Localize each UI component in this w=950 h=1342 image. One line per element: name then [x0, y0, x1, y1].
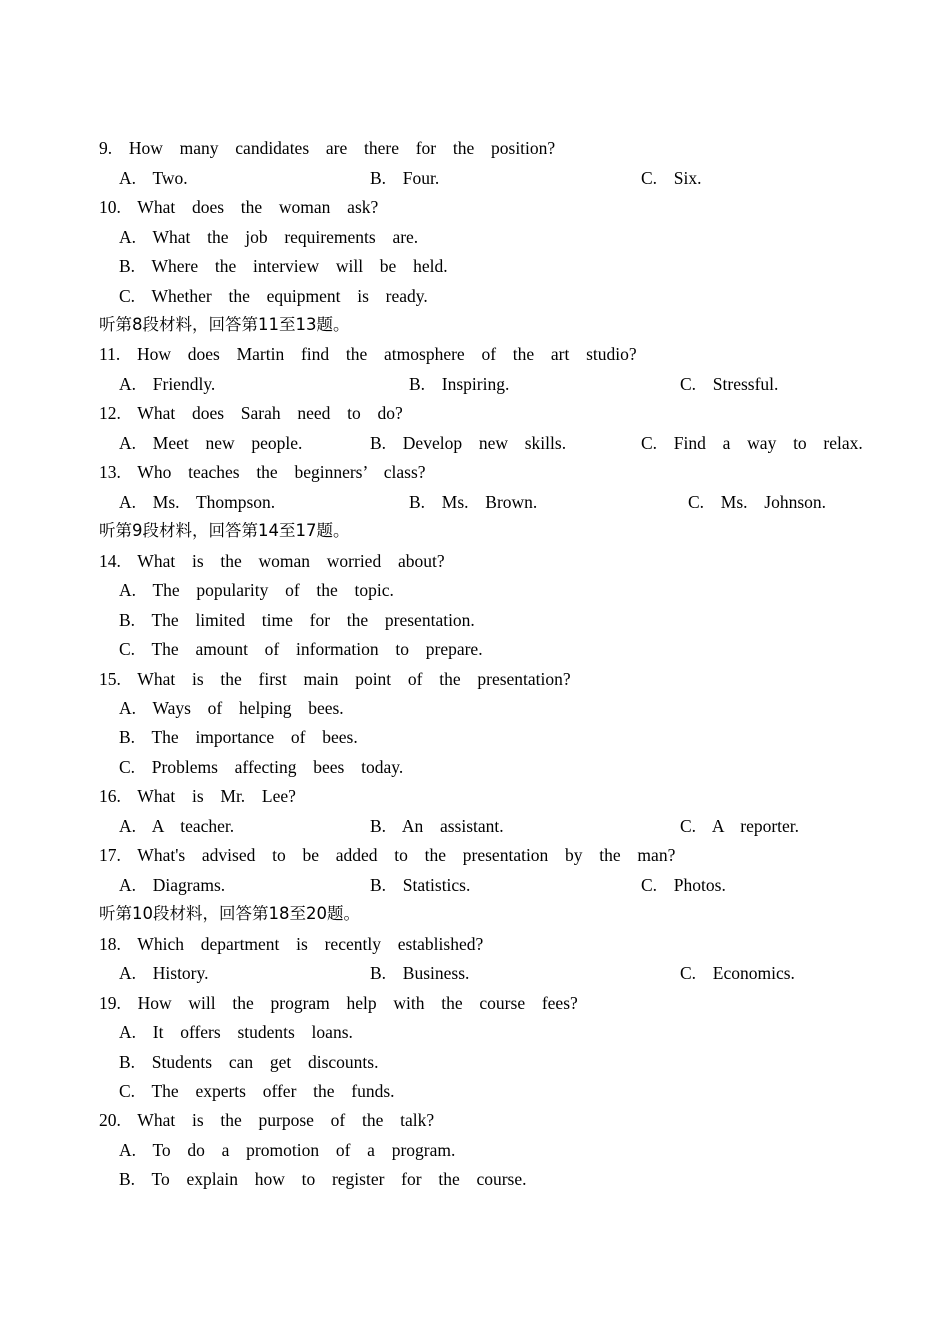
- question-11-option-b: B. Inspiring.: [409, 374, 510, 394]
- question-14-option-b: B. The limited time for the presentation.: [119, 610, 475, 630]
- question-11-option-a: A. Friendly.: [119, 374, 216, 394]
- section-9-instruction: 听第9段材料，回答第14至17题。: [99, 521, 350, 540]
- question-12-option-a: A. Meet new people.: [119, 433, 303, 453]
- question-10-option-a: A. What the job requirements are.: [119, 227, 419, 247]
- question-15: 15. What is the first main point of the presentation?: [99, 669, 571, 689]
- question-12-option-c: C. Find a way to relax.: [641, 433, 863, 453]
- question-18: 18. Which department is recently established?: [99, 934, 484, 954]
- question-9: 9. How many candidates are there for the position?: [99, 138, 556, 158]
- question-11-option-c: C. Stressful.: [680, 374, 779, 394]
- question-19-option-a: A. It offers students loans.: [119, 1022, 353, 1042]
- question-9-option-b: B. Four.: [370, 168, 440, 188]
- question-10: 10. What does the woman ask?: [99, 197, 379, 217]
- question-13-option-a: A. Ms. Thompson.: [119, 492, 276, 512]
- question-16-option-a: A. A teacher.: [119, 816, 235, 836]
- question-18-option-a: A. History.: [119, 963, 209, 983]
- question-18-option-c: C. Economics.: [680, 963, 795, 983]
- question-14: 14. What is the woman worried about?: [99, 551, 445, 571]
- question-17-option-c: C. Photos.: [641, 875, 726, 895]
- section-10-instruction: 听第10段材料，回答第18至20题。: [99, 904, 360, 923]
- question-10-option-c: C. Whether the equipment is ready.: [119, 286, 428, 306]
- question-15-option-a: A. Ways of helping bees.: [119, 698, 344, 718]
- question-20: 20. What is the purpose of the talk?: [99, 1110, 435, 1130]
- question-13-option-b: B. Ms. Brown.: [409, 492, 538, 512]
- question-12-option-b: B. Develop new skills.: [370, 433, 567, 453]
- question-19: 19. How will the program help with the course fees?: [99, 993, 578, 1013]
- question-16-option-c: C. A reporter.: [680, 816, 800, 836]
- question-18-option-b: B. Business.: [370, 963, 470, 983]
- question-17: 17. What's advised to be added to the presentation by the man?: [99, 845, 676, 865]
- question-14-option-a: A. The popularity of the topic.: [119, 580, 394, 600]
- question-11: 11. How does Martin find the atmosphere of the art studio?: [99, 344, 637, 364]
- question-9-option-a: A. Two.: [119, 168, 188, 188]
- question-13-option-c: C. Ms. Johnson.: [688, 492, 827, 512]
- question-12: 12. What does Sarah need to do?: [99, 403, 403, 423]
- question-19-option-b: B. Students can get discounts.: [119, 1052, 379, 1072]
- question-16: 16. What is Mr. Lee?: [99, 786, 296, 806]
- question-19-option-c: C. The experts offer the funds.: [119, 1081, 395, 1101]
- question-17-option-a: A. Diagrams.: [119, 875, 226, 895]
- question-20-option-b: B. To explain how to register for the course.: [119, 1169, 527, 1189]
- question-10-option-b: B. Where the interview will be held.: [119, 256, 448, 276]
- question-16-option-b: B. An assistant.: [370, 816, 504, 836]
- question-9-option-c: C. Six.: [641, 168, 702, 188]
- section-8-instruction: 听第8段材料，回答第11至13题。: [99, 315, 350, 334]
- question-15-option-c: C. Problems affecting bees today.: [119, 757, 404, 777]
- question-20-option-a: A. To do a promotion of a program.: [119, 1140, 456, 1160]
- question-14-option-c: C. The amount of information to prepare.: [119, 639, 483, 659]
- question-13: 13. Who teaches the beginners’ class?: [99, 462, 426, 482]
- question-15-option-b: B. The importance of bees.: [119, 727, 358, 747]
- question-17-option-b: B. Statistics.: [370, 875, 471, 895]
